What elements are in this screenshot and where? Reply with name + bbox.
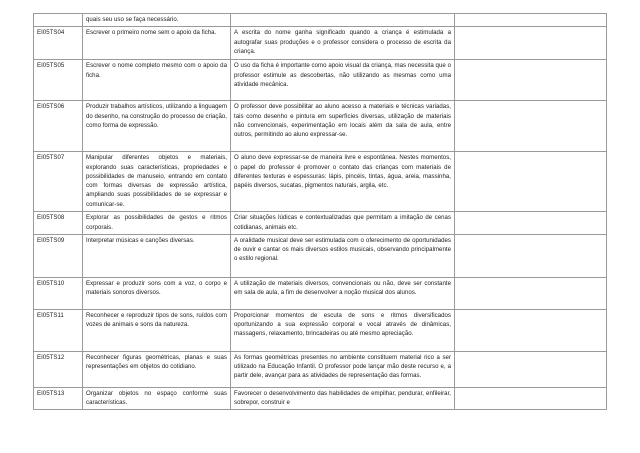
row-note — [455, 60, 607, 101]
row-guidance: A escrita do nome ganha significado quando a criança é estimulada a autografar suas produções e o professor considera o processo de escrita da criança. — [231, 27, 455, 60]
table-row — [34, 234, 607, 277]
row-guidance: A oralidade musical deve ser estimulada com o oferecimento de oportunidades de ouvir e cantar os mais diversos estilos musicais, observando principalmente o estilo regional. — [231, 234, 455, 277]
row-note — [455, 101, 607, 152]
row-skill: Produzir trabalhos artísticos, utilizando a linguagem do desenho, na construção do processo de criação, como forma de expressão. — [83, 101, 231, 152]
row-skill: Explorar as possibilidades de gestos e ritmos corporais. — [83, 212, 231, 235]
row-note — [455, 351, 607, 387]
row-guidance: O aluno deve expressar-se de maneira livre e espontânea. Nestes momentos, o papel do professor é promover o contato das crianças com materiais de diferentes texturas e espessuras: lápis, pincéis, tintas, água, areia, massinha, papéis diversos, sucatas, pigmentos naturais, argila, etc. — [231, 152, 455, 212]
row-code: EI05TS08 — [34, 212, 83, 235]
row-code: EI05TS04 — [34, 27, 83, 60]
table-body — [34, 14, 607, 410]
row-code: EI05TS11 — [34, 309, 83, 351]
row-note — [455, 27, 607, 60]
row-code: EI05TS13 — [34, 387, 83, 410]
skills-table — [33, 13, 607, 410]
row-skill: Reconhecer figuras geométricas, planas e suas representações em objetos do cotidiano. — [83, 351, 231, 387]
row-code — [34, 14, 83, 27]
row-note — [455, 152, 607, 212]
row-note — [455, 234, 607, 277]
row-note — [455, 309, 607, 351]
table-row — [34, 387, 607, 410]
table-row — [34, 101, 607, 152]
table-row — [34, 212, 607, 235]
row-skill: quais seu uso se faça necessário. — [83, 14, 231, 27]
row-skill: Reconhecer e reproduzir tipos de sons, ruídos com vozes de animais e sons da natureza. — [83, 309, 231, 351]
row-code: EI05TS06 — [34, 101, 83, 152]
table-row — [34, 27, 607, 60]
row-guidance: Favorecer o desenvolvimento das habilidades de empilhar, pendurar, enfileirar, sobrepor, construir e — [231, 387, 455, 410]
table-row — [34, 351, 607, 387]
row-guidance: O uso da ficha é importante como apoio visual da criança, mas necessita que o professor estimule as descobertas, não utilizando as mesmas como uma atividade mecânica. — [231, 60, 455, 101]
row-guidance — [231, 14, 455, 27]
table-row — [34, 309, 607, 351]
row-note — [455, 277, 607, 309]
row-code: EI05TS10 — [34, 277, 83, 309]
row-skill: Expressar e produzir sons com a voz, o corpo e materiais sonoros diversos. — [83, 277, 231, 309]
row-skill: Manipular diferentes objetos e materiais, explorando suas características, propriedades e possibilidades de manuseio, entrando em contato com formas diversas de expressão artística, ampliando suas possibilidades de se expressar e comunicar-se. — [83, 152, 231, 212]
row-code: EI05TS12 — [34, 351, 83, 387]
table-row — [34, 152, 607, 212]
row-note — [455, 387, 607, 410]
table-row — [34, 14, 607, 27]
row-guidance: Proporcionar momentos de escuta de sons e ritmos diversificados oportunizando a sua expressão corporal e vocal através de dinâmicas, massagens, relaxamento, brincadeiras ou até mesmo apreciação. — [231, 309, 455, 351]
row-guidance: Criar situações lúdicas e contextualizadas que permitam a imitação de cenas cotidianas, animais etc. — [231, 212, 455, 235]
row-code: EI05TS09 — [34, 234, 83, 277]
row-guidance: As formas geométricas presentes no ambiente constituem material rico a ser utilizado na Educação Infantil. O professor pode lançar mão deste recurso e, a partir dele, avançar para as atividades de representação das formas. — [231, 351, 455, 387]
row-code: EI05TS07 — [34, 152, 83, 212]
row-skill: Escrever o primeiro nome sem o apoio da ficha. — [83, 27, 231, 60]
row-note — [455, 212, 607, 235]
row-skill: Escrever o nome completo mesmo com o apoio da ficha. — [83, 60, 231, 101]
row-guidance: O professor deve possibilitar ao aluno acesso a materiais e técnicas variadas, tais como desenho e pintura em superfícies diversas, utilização de materiais não convencionais, experimentação em locais além da sala de aula, entre outros, permitindo ao aluno expressar-se. — [231, 101, 455, 152]
row-skill: Interpretar músicas e canções diversas. — [83, 234, 231, 277]
table-row — [34, 60, 607, 101]
table-row — [34, 277, 607, 309]
row-code: EI05TS05 — [34, 60, 83, 101]
row-note — [455, 14, 607, 27]
row-guidance: A utilização de materiais diversos, convencionais ou não, deve ser constante em sala de aula, a fim de desenvolver a noção musical dos alunos. — [231, 277, 455, 309]
row-skill: Organizar objetos no espaço conforme suas características. — [83, 387, 231, 410]
